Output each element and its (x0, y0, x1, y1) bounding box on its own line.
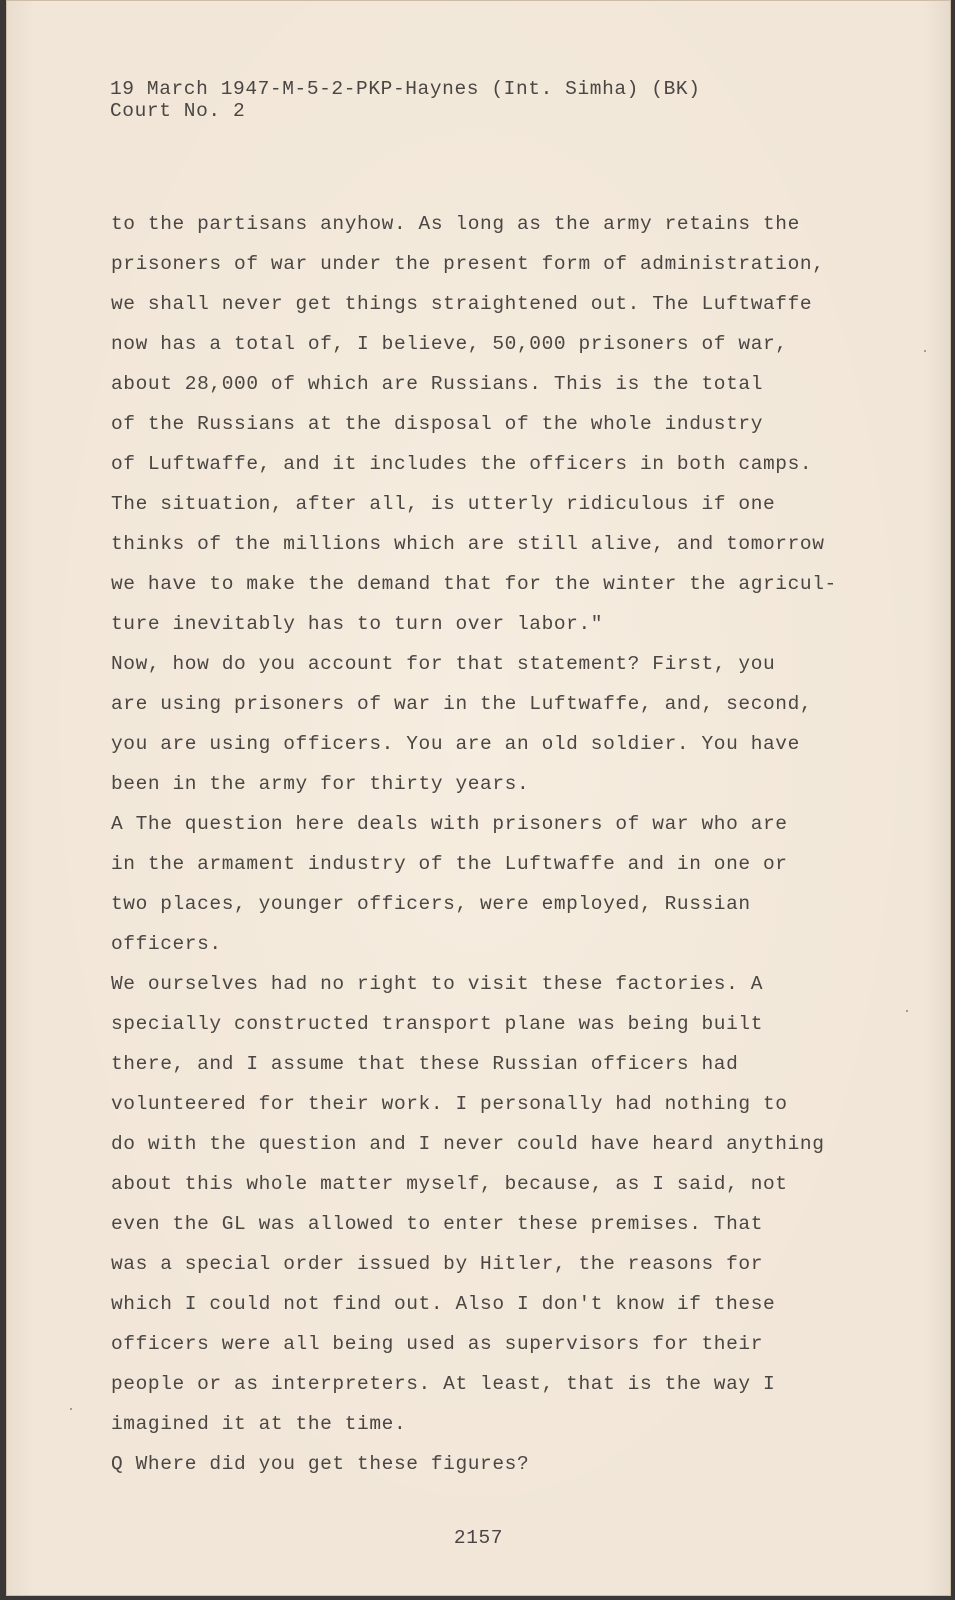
paper-speck (924, 350, 926, 352)
body-line: about 28,000 of which are Russians. This is the total (111, 373, 764, 395)
document-header (110, 78, 701, 122)
body-line: We ourselves had no right to visit these factories. A (111, 973, 764, 995)
body-line: ture inevitably has to turn over labor." (111, 613, 604, 635)
header-line-court: Court No. 2 (110, 100, 246, 122)
body-line: been in the army for thirty years. (111, 773, 530, 795)
body-line: officers were all being used as supervisors for their (111, 1333, 764, 1355)
body-line: of Luftwaffe, and it includes the officers in both camps. (111, 453, 813, 475)
body-line: we shall never get things straightened out. The Luftwaffe (111, 293, 813, 315)
body-line: which I could not find out. Also I don't know if these (111, 1293, 776, 1315)
page-number: 2157 (453, 1527, 504, 1549)
body-line: A The question here deals with prisoners of war who are (111, 813, 788, 835)
body-line: to the partisans anyhow. As long as the army retains the (111, 213, 800, 235)
body-line: prisoners of war under the present form of administration, (111, 253, 825, 275)
body-line: two places, younger officers, were employed, Russian (111, 893, 751, 915)
body-line: officers. (111, 933, 222, 955)
body-line: volunteered for their work. I personally had nothing to (111, 1093, 788, 1115)
body-line: specially constructed transport plane was being built (111, 1013, 764, 1035)
body-line: of the Russians at the disposal of the whole industry (111, 413, 764, 435)
body-line: you are using officers. You are an old soldier. You have (111, 733, 800, 755)
body-line: even the GL was allowed to enter these premises. That (111, 1213, 764, 1235)
body-line: people or as interpreters. At least, that is the way I (111, 1373, 776, 1395)
body-line: was a special order issued by Hitler, the reasons for (111, 1253, 764, 1275)
body-line: there, and I assume that these Russian officers had (111, 1053, 739, 1075)
body-line: now has a total of, I believe, 50,000 prisoners of war, (111, 333, 788, 355)
body-line: Q Where did you get these figures? (111, 1453, 530, 1475)
header-line-date-case: 19 March 1947-M-5-2-PKP-Haynes (Int. Simha) (BK) (110, 78, 701, 100)
body-line: are using prisoners of war in the Luftwaffe, and, second, (111, 693, 813, 715)
body-line: The situation, after all, is utterly ridiculous if one (111, 493, 776, 515)
body-line: do with the question and I never could have heard anything (111, 1133, 825, 1155)
paper-speck (70, 1408, 72, 1410)
body-line: Now, how do you account for that statement? First, you (111, 653, 776, 675)
body-line: we have to make the demand that for the winter the agricul- (111, 573, 837, 595)
body-line: about this whole matter myself, because, as I said, not (111, 1173, 788, 1195)
paper-speck (906, 1010, 908, 1012)
body-line: in the armament industry of the Luftwaffe and in one or (111, 853, 788, 875)
body-line: thinks of the millions which are still alive, and tomorrow (111, 533, 825, 555)
document-page (6, 0, 951, 1596)
body-line: imagined it at the time. (111, 1413, 407, 1435)
